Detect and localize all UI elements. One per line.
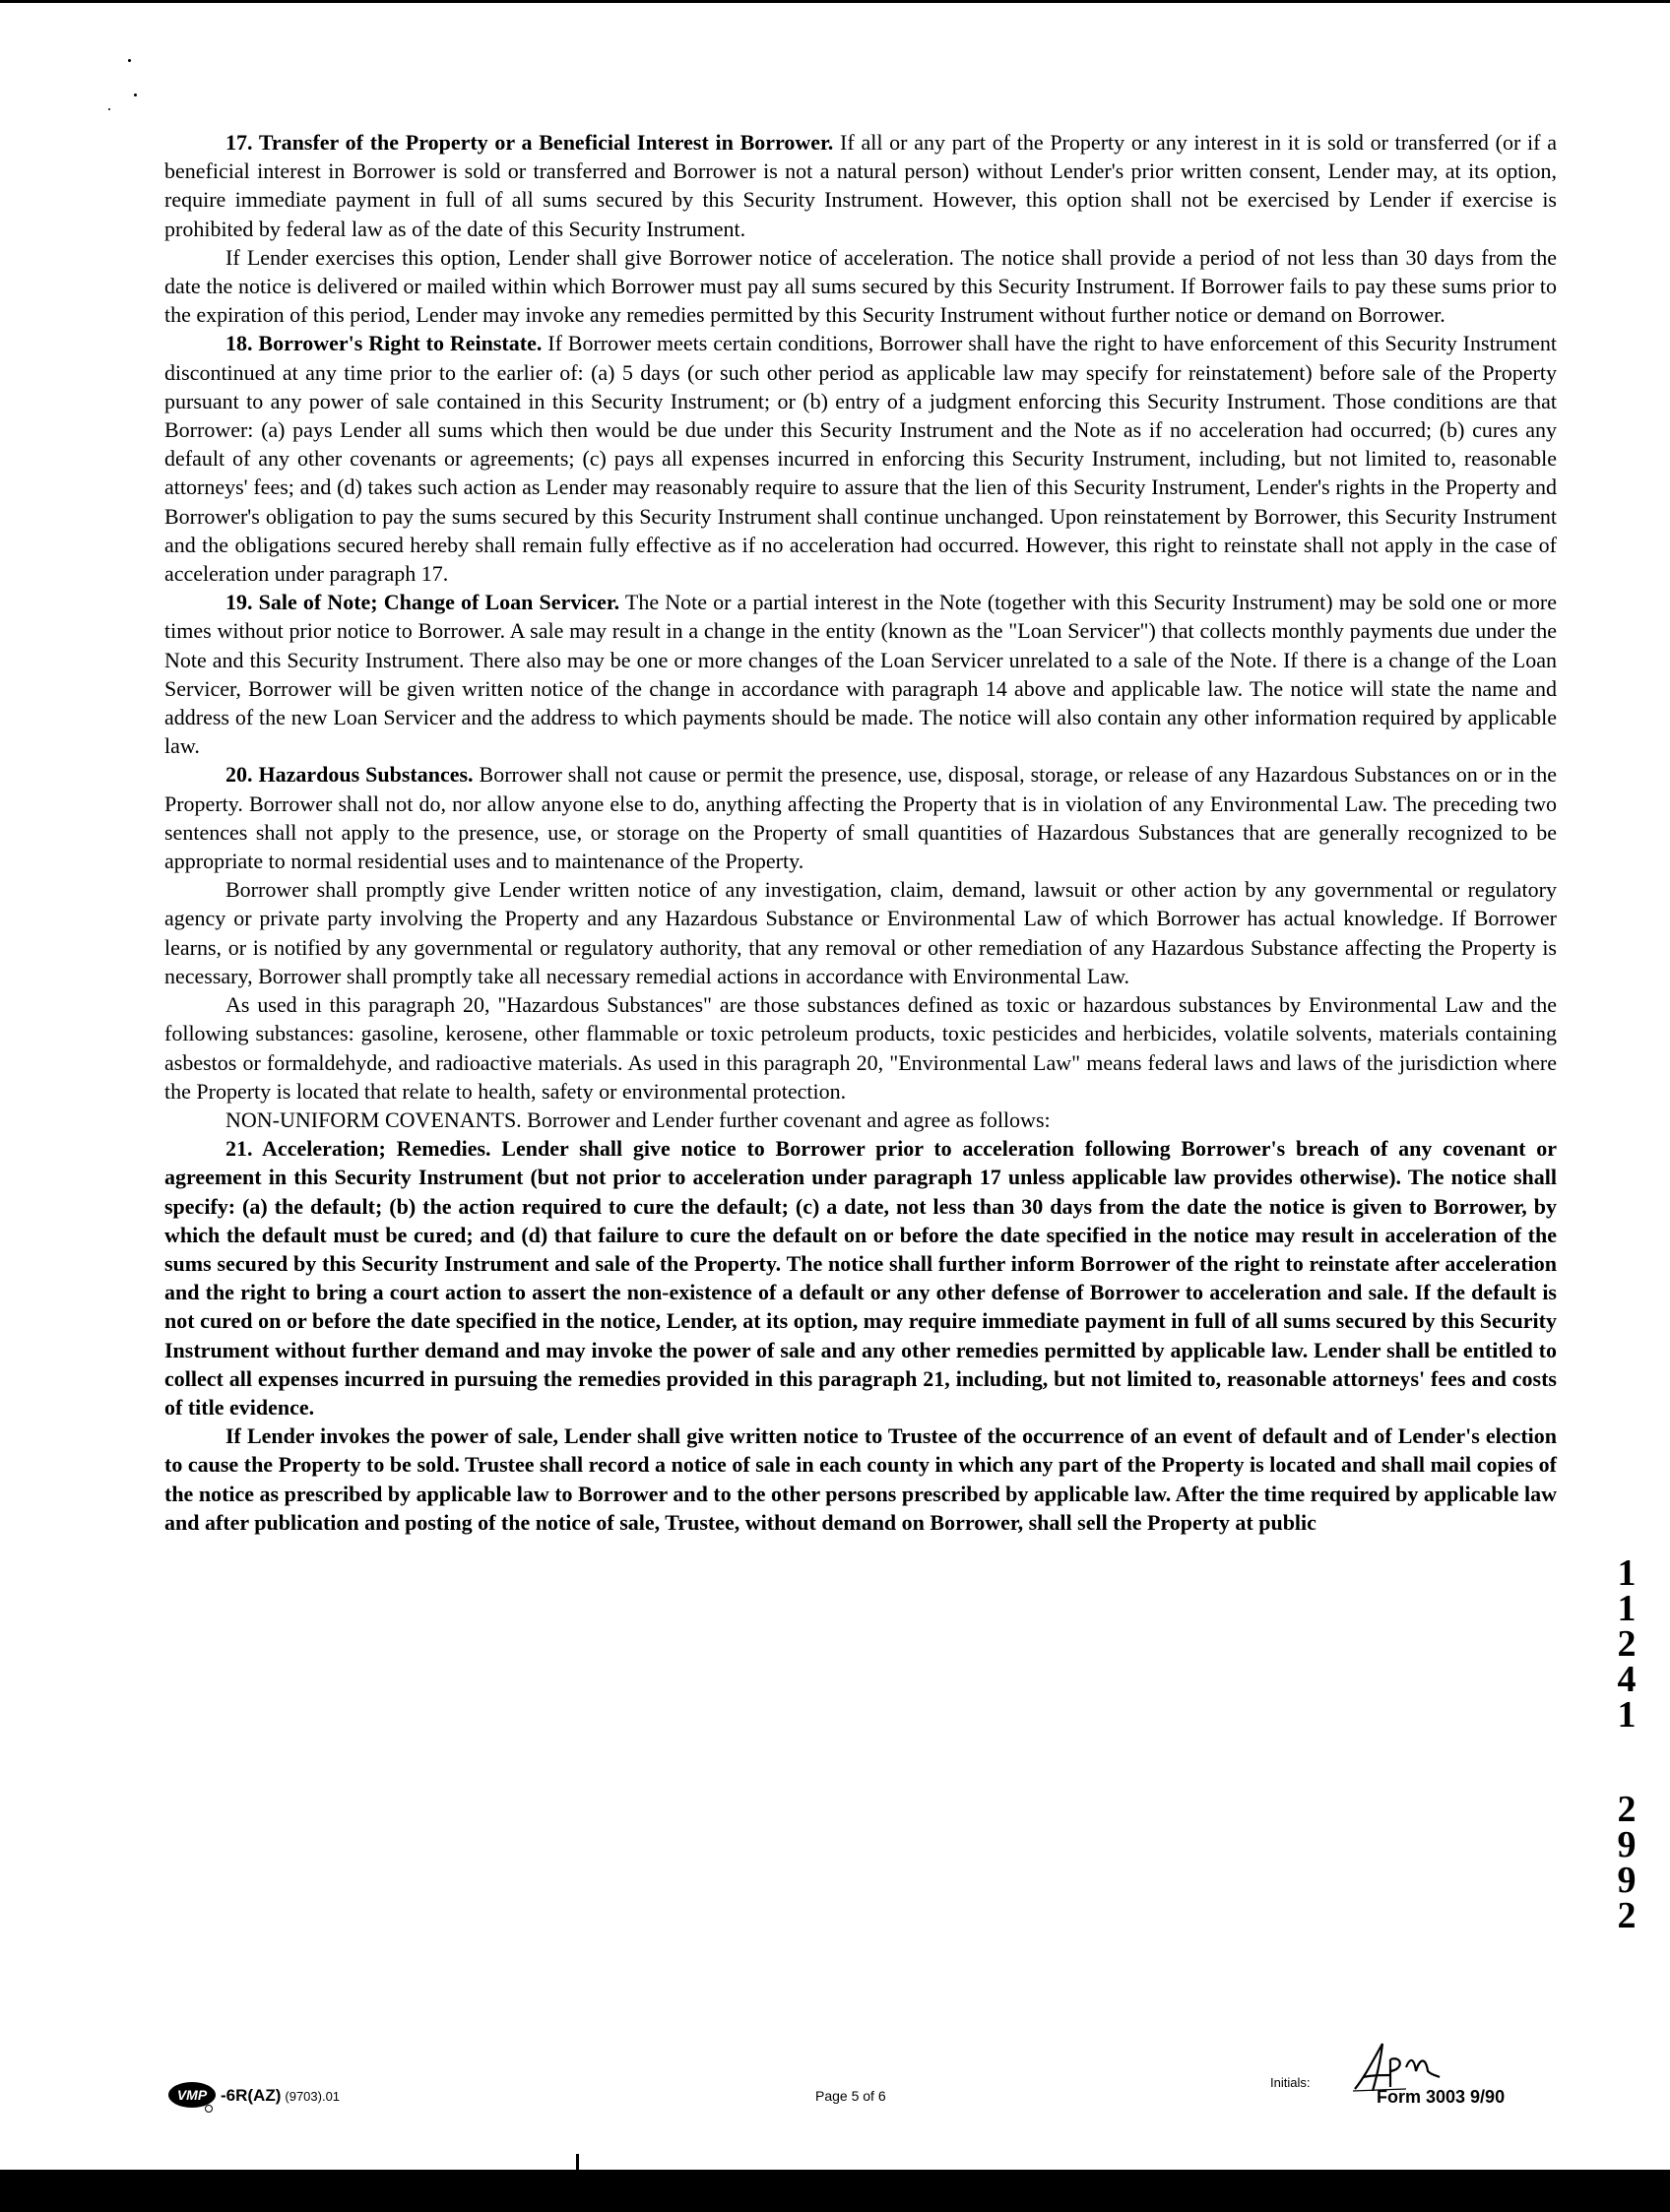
stamp-digit: 4 [1617, 1659, 1637, 1700]
non-uniform-covenants: NON-UNIFORM COVENANTS. Borrower and Lender further covenant and agree as follows: [225, 1106, 1051, 1132]
stamp-digit: 1 [1617, 1694, 1637, 1736]
scan-speck [108, 108, 110, 110]
initials-label: Initials: [1270, 2075, 1311, 2090]
scan-speck [134, 94, 137, 96]
paragraph-heading: 20. Hazardous Substances. [225, 762, 474, 788]
stamp-digit: 2 [1617, 1895, 1637, 1936]
form-code: -6R(AZ) (9703).01 [221, 2086, 341, 2105]
paragraph-heading: 17. Transfer of the Property or a Beneficial Interest in Borrower. [225, 130, 834, 155]
document-body [164, 128, 1557, 1537]
stamp-digit: 1 [1617, 1588, 1637, 1629]
stamp-digits-group-2 [1607, 1789, 1646, 1936]
stamp-digit: 2 [1617, 1789, 1637, 1830]
stamp-digit: 9 [1617, 1860, 1637, 1901]
scan-speck [128, 59, 131, 62]
stamp-digit: 2 [1617, 1623, 1637, 1665]
scan-edge-top [0, 0, 1670, 3]
vmp-logo-icon [167, 2081, 217, 2113]
scan-edge-bottom [0, 2170, 1670, 2212]
form-number: Form 3003 9/90 [1377, 2087, 1506, 2107]
svg-text:VMP: VMP [176, 2087, 208, 2103]
paragraph-heading: 18. Borrower's Right to Reinstate. [225, 331, 543, 356]
paragraph-17-notice: If Lender exercises this option, Lender shall give Borrower notice of acceleration. The notice shall provide a period of not less than 30 days from the date the notice is delivered or mailed within which Borrower must pay all sums secured by this Security Instrument. If Borrower fails to pay these sums prior to the expiration of this period, Lender may invoke any remedies permitted by this Security Instrument without further notice or demand on Borrower. [164, 244, 1557, 328]
stamp-digit: 1 [1617, 1552, 1637, 1594]
paragraph-17: 17. Transfer of the Property or a Beneficial Interest in Borrower. If all or any part of the Property or any interest in it is sold or transferred (or if a beneficial interest in Borrower is sold or transferred and Borrower is not a natural person) without Lender's prior written consent, Lender may, at its option, require immediate payment in full of all sums secured by this Security Instrument. However, this option shall not be exercised by Lender if exercise is prohibited by federal law as of the date of this Security Instrument. [164, 130, 1558, 241]
stamp-digit: 9 [1617, 1824, 1637, 1865]
paragraph-heading: 19. Sale of Note; Change of Loan Servicer. [225, 590, 620, 615]
stamp-digits-group-1 [1607, 1552, 1646, 1736]
paragraph-20: 20. Hazardous Substances. Borrower shall not cause or permit the presence, use, disposal, storage, or release of any Hazardous Substances on or in the Property. Borrower shall not do, nor allow anyone else to do, anything affecting the Property that is in violation of any Environmental Law. The preceding two sentences shall not apply to the presence, use, or storage on the Property of small quantities of Hazardous Substances that are generally recognized to be appropriate to normal residential uses and to maintenance of the Property. [164, 762, 1557, 874]
paragraph-20-notice: Borrower shall promptly give Lender written notice of any investigation, claim, demand, lawsuit or other action by any governmental or regulatory agency or private party involving the Property and any Hazardous Substance or Environmental Law of which Borrower has actual knowledge. If Borrower learns, or is notified by any governmental or regulatory authority, that any removal or other remediation of any Hazardous Substance affecting the Property is necessary, Borrower shall promptly take all necessary remedial actions in accordance with Environmental Law. [164, 877, 1557, 988]
page-number: Page 5 of 6 [815, 2088, 886, 2104]
paragraph-18: 18. Borrower's Right to Reinstate. If Borrower meets certain conditions, Borrower shall have the right to have enforcement of this Security Instrument discontinued at any time prior to the earlier of: (a) 5 days (or such other period as applicable law may specify for reinstatement) before sale of the Property pursuant to any power of sale contained in this Security Instrument; or (b) entry of a judgment enforcing this Security Instrument. Those conditions are that Borrower: (a) pays Lender all sums which then would be due under this Security Instrument and the Note as if no acceleration had occurred; (b) cures any default of any other covenants or agreements; (c) pays all expenses incurred in enforcing this Security Instrument, including, but not limited to, reasonable attorneys' fees; and (d) takes such action as Lender may reasonably require to assure that the lien of this Security Instrument, Lender's rights in the Property and Borrower's obligation to pay the sums secured by this Security Instrument shall continue unchanged. Upon reinstatement by Borrower, this Security Instrument and the obligations secured hereby shall remain fully effective as if no acceleration had occurred. However, this right to reinstate shall not apply in the case of acceleration under paragraph 17. [164, 331, 1558, 587]
recording-number-stamp [1607, 1552, 1646, 1992]
paragraph-19: 19. Sale of Note; Change of Loan Servicer. The Note or a partial interest in the Note (together with this Security Instrument) may be sold one or more times without prior notice to Borrower. A sale may result in a change in the entity (known as the "Loan Servicer") that collects monthly payments due under the Note and this Security Instrument. There also may be one or more changes of the Loan Servicer unrelated to a sale of the Note. If there is a change of the Loan Servicer, Borrower will be given written notice of the change in accordance with paragraph 14 above and applicable law. The notice will state the name and address of the new Loan Servicer and the address to which payments should be made. The notice will also contain any other information required by applicable law. [164, 590, 1557, 759]
paragraph-21-power-of-sale: If Lender invokes the power of sale, Lender shall give written notice to Trustee of the occurrence of an event of default and of Lender's election to cause the Property to be sold. Trustee shall record a notice of sale in each county in which any part of the Property is located and shall mail copies of the notice as prescribed by applicable law to Borrower and to the other persons prescribed by applicable law. After the time required by applicable law and after publication and posting of the notice of sale, Trustee, without demand on Borrower, shall sell the Property at public [164, 1423, 1557, 1535]
paragraph-20-definitions: As used in this paragraph 20, "Hazardous Substances" are those substances defined as toxic or hazardous substances by Environmental Law and the following substances: gasoline, kerosene, other flammable or toxic petroleum products, toxic pesticides and herbicides, volatile solvents, materials containing asbestos or formaldehyde, and radioactive materials. As used in this paragraph 20, "Environmental Law" means federal laws and laws of the jurisdiction where the Property is located that relate to health, safety or environmental protection. [164, 992, 1557, 1104]
paragraph-21: 21. Acceleration; Remedies. Lender shall give notice to Borrower prior to acceleration following Borrower's breach of any covenant or agreement in this Security Instrument (but not prior to acceleration under paragraph 17 unless applicable law provides otherwise). The notice shall specify: (a) the default; (b) the action required to cure the default; (c) a date, not less than 30 days from the date the notice is given to Borrower, by which the default must be cured; and (d) that failure to cure the default on or before the date specified in the notice may result in acceleration of the sums secured by this Security Instrument and sale of the Property. The notice shall further inform Borrower of the right to reinstate after acceleration and the right to bring a court action to assert the non-existence of a default or any other defense of Borrower to acceleration and sale. If the default is not cured on or before the date specified in the notice, Lender, at its option, may require immediate payment in full of all sums secured by this Security Instrument without further demand and may invoke the power of sale and any other remedies permitted by applicable law. Lender shall be entitled to collect all expenses incurred in pursuing the remedies provided in this paragraph 21, including, but not limited to, reasonable attorneys' fees and costs of title evidence. [164, 1136, 1557, 1420]
page-footer [0, 2038, 1670, 2136]
